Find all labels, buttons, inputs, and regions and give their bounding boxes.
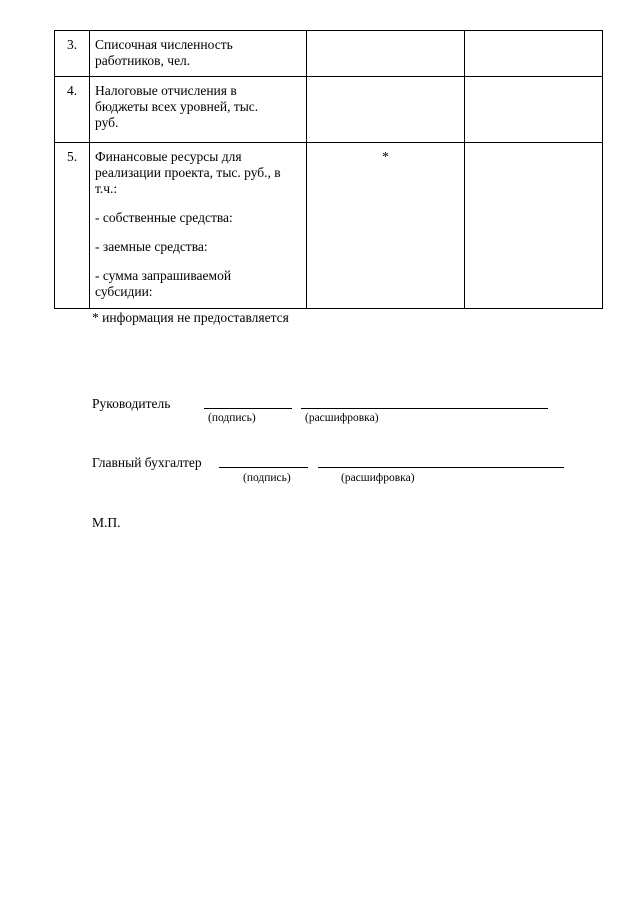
sub-item-borrowed-funds: - заемные средства:	[95, 239, 208, 254]
head-decode-line	[301, 408, 548, 409]
head-signature-line	[204, 408, 292, 409]
head-sign-caption: (подпись)	[208, 412, 256, 424]
accountant-decode-line	[318, 467, 564, 468]
stamp-place: М.П.	[92, 515, 121, 530]
row-value-cell: *	[307, 143, 465, 309]
table-row-5	[55, 143, 603, 309]
row-value-cell	[465, 77, 603, 143]
sub-item-subsidy: - сумма запрашиваемой субсидии:	[95, 268, 232, 299]
row-indicator-name: Налоговые отчисления в бюджеты всех уровней, тыс. руб.	[90, 77, 307, 143]
row-indicator-name: Финансовые ресурсы для реализации проекта, тыс. руб., в т.ч.: - собственные средства: - заемные средства: - сумма запрашиваемой субсидии:	[90, 143, 307, 309]
table-row-3	[55, 31, 603, 77]
sub-item-own-funds: - собственные средства:	[95, 210, 233, 225]
indicators-table	[54, 30, 603, 309]
row-value-cell	[465, 31, 603, 77]
head-label: Руководитель	[92, 396, 171, 411]
row-value-cell	[307, 77, 465, 143]
row-number: 5.	[55, 143, 90, 309]
accountant-decode-caption: (расшифровка)	[341, 472, 415, 484]
accountant-signature-line	[219, 467, 308, 468]
table-row-4	[55, 77, 603, 143]
row-value-cell	[307, 31, 465, 77]
accountant-label: Главный бухгалтер	[92, 455, 202, 470]
row-indicator-name: Списочная численность работников, чел.	[90, 31, 307, 77]
accountant-sign-caption: (подпись)	[243, 472, 291, 484]
row-number: 3.	[55, 31, 90, 77]
row-value-cell	[465, 143, 603, 309]
footnote: * информация не предоставляется	[92, 310, 289, 325]
head-decode-caption: (расшифровка)	[305, 412, 379, 424]
row-number: 4.	[55, 77, 90, 143]
